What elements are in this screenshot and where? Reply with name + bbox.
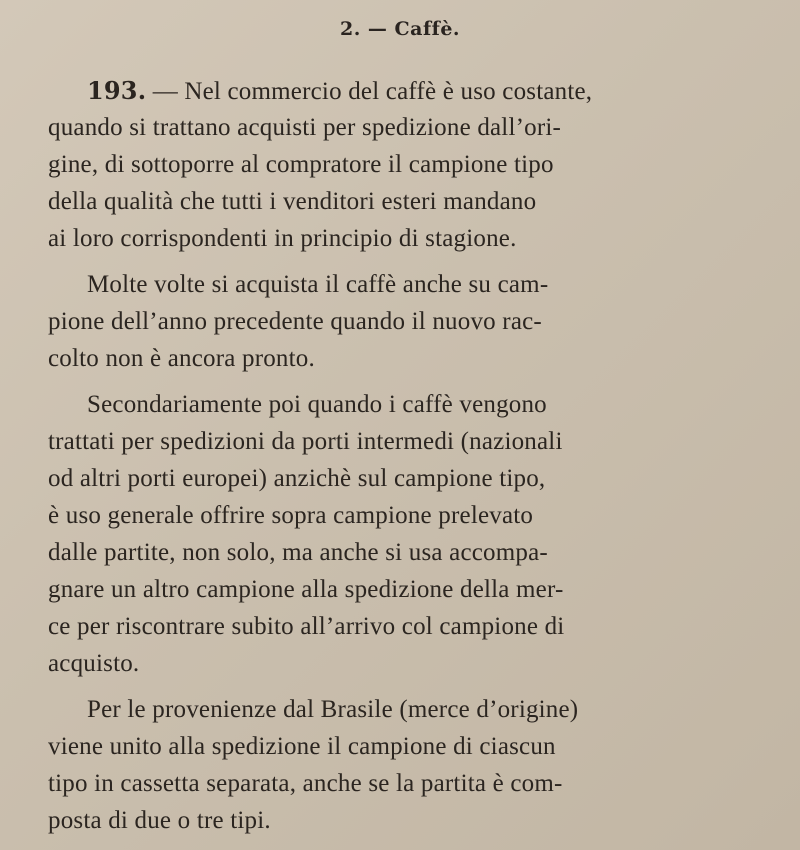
text-line — [48, 72, 748, 109]
text-line: dalle partite, non solo, ma anche si usa accompa- — [48, 539, 548, 566]
text-line: viene unito alla spedizione il campione di ciascun — [48, 733, 556, 760]
paragraph — [48, 691, 748, 839]
text-line: colto non è ancora pronto. — [48, 345, 315, 372]
text-line: pione dell’anno precedente quando il nuovo rac- — [48, 308, 542, 335]
paragraph — [48, 266, 748, 377]
paragraph — [48, 386, 748, 682]
text-line: della qualità che tutti i venditori esteri mandano — [48, 188, 537, 215]
text-line: ai loro corrispondenti in principio di stagione. — [48, 225, 517, 252]
paragraph-193 — [48, 72, 748, 257]
text-line: Per le provenienze dal Brasile (merce d’origine) — [87, 696, 579, 723]
text-line: gnare un altro campione alla spedizione della mer- — [48, 576, 564, 603]
text-line: trattati per spedizioni da porti intermedi (nazionali — [48, 428, 563, 455]
text-line: quando si trattano acquisti per spedizione dall’ori- — [48, 114, 562, 141]
text-line: posta di due o tre tipi. — [48, 807, 271, 834]
text-line: od altri porti europei) anzichè sul campione tipo, — [48, 465, 546, 492]
paragraph-number: 193. — [87, 76, 147, 105]
section-heading: 2. — Caffè. — [339, 18, 461, 40]
text-line: acquisto. — [48, 650, 140, 677]
text-line: è uso generale offrire sopra campione prelevato — [48, 502, 534, 529]
text-line: tipo in cassetta separata, anche se la partita è com- — [48, 770, 563, 797]
text-line: Secondariamente poi quando i caffè vengono — [87, 391, 547, 418]
text-line-content: — Nel commercio del caffè è uso costante, — [146, 78, 593, 105]
body-text — [48, 72, 748, 848]
text-line: Molte volte si acquista il caffè anche su cam- — [87, 271, 549, 298]
text-line: ce per riscontrare subito all’arrivo col campione di — [48, 613, 565, 640]
text-line: gine, di sottoporre al compratore il campione tipo — [48, 151, 554, 178]
